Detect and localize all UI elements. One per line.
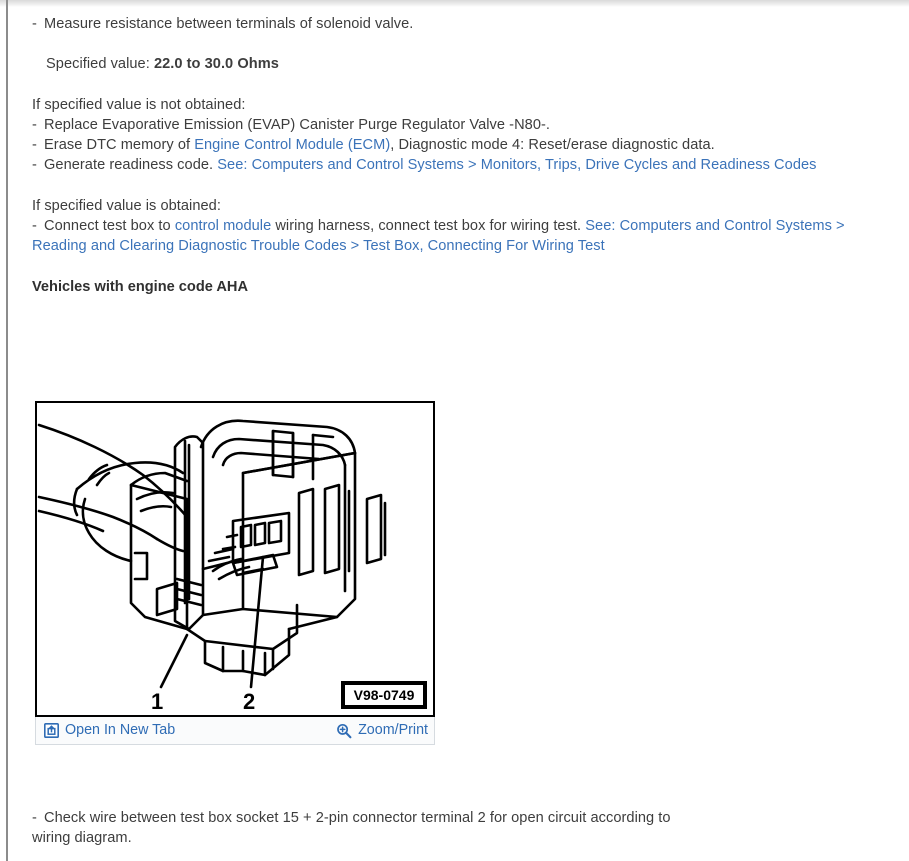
step-check-wire-text: Check wire between test box socket 15 + 2-pin connector terminal 2 for open circuit according to wiring diagram. [32,810,671,846]
link-control-module[interactable]: control module [174,218,272,234]
step-connect-test-box-middle: wiring harness, connect test box for wiring test. [271,218,586,234]
step-generate-readiness-code [32,155,885,175]
specified-value-amount: 22.0 to 30.0 Ohms [153,56,279,72]
link-engine-control-module[interactable]: Engine Control Module (ECM) [194,137,391,153]
bullet-dash: - [32,157,37,173]
bullet-dash: - [32,137,37,153]
specified-value-label: Specified value: [46,56,154,72]
bullet-dash: - [32,810,37,826]
step-measure-resistance [32,14,885,34]
figure-callout-2: 2 [243,689,256,714]
zoom-print-button[interactable] [336,723,428,739]
step-replace-evap [32,115,885,135]
open-in-new-tab-button[interactable] [44,723,175,738]
bullet-dash: - [32,117,37,133]
bullet-dash: - [32,218,37,234]
link-test-box-connecting-for-wiring-test[interactable]: See: Computers and Control Systems > Reading and Clearing Diagnostic Trouble Codes > Test Box, Connecting For Wiring Test [32,218,845,254]
figure-image-frame[interactable] [35,401,435,717]
step-measure-resistance-text: Measure resistance between terminals of solenoid valve. [44,16,414,32]
step-erase-dtc-suffix: , Diagnostic mode 4: Reset/erase diagnostic data. [390,137,715,153]
step-generate-readiness-prefix: Generate readiness code. [44,157,218,173]
step-erase-dtc [32,135,885,155]
bullet-dash: - [32,16,37,32]
figure-callout-1: 1 [151,689,164,714]
figure-part-number-plate [343,683,425,707]
document-content-tail [32,808,672,848]
figure-part-number-text: V98-0749 [353,687,415,703]
specified-value-line [32,54,885,74]
link-monitors-trips-drive-cycles[interactable]: See: Computers and Control Systems > Monitors, Trips, Drive Cycles and Readiness Codes [217,157,817,173]
connector-line-drawing [37,403,433,715]
open-in-new-tab-label: Open In New Tab [65,722,176,739]
zoom-print-label: Zoom/Print [358,722,428,739]
step-connect-test-box-prefix: Connect test box to [44,218,175,234]
figure-block [35,401,435,745]
step-check-wire [32,808,672,848]
not-obtained-heading: If specified value is not obtained: [32,97,246,113]
obtained-heading: If specified value is obtained: [32,198,221,214]
figure-toolbar [35,717,435,745]
step-connect-test-box [32,216,885,256]
step-replace-evap-text: Replace Evaporative Emission (EVAP) Canister Purge Regulator Valve -N80-. [44,117,550,133]
open-in-new-window-icon [44,723,59,738]
step-erase-dtc-prefix: Erase DTC memory of [44,137,195,153]
engine-code-heading: Vehicles with engine code AHA [32,279,248,295]
magnifier-plus-icon [336,723,352,739]
